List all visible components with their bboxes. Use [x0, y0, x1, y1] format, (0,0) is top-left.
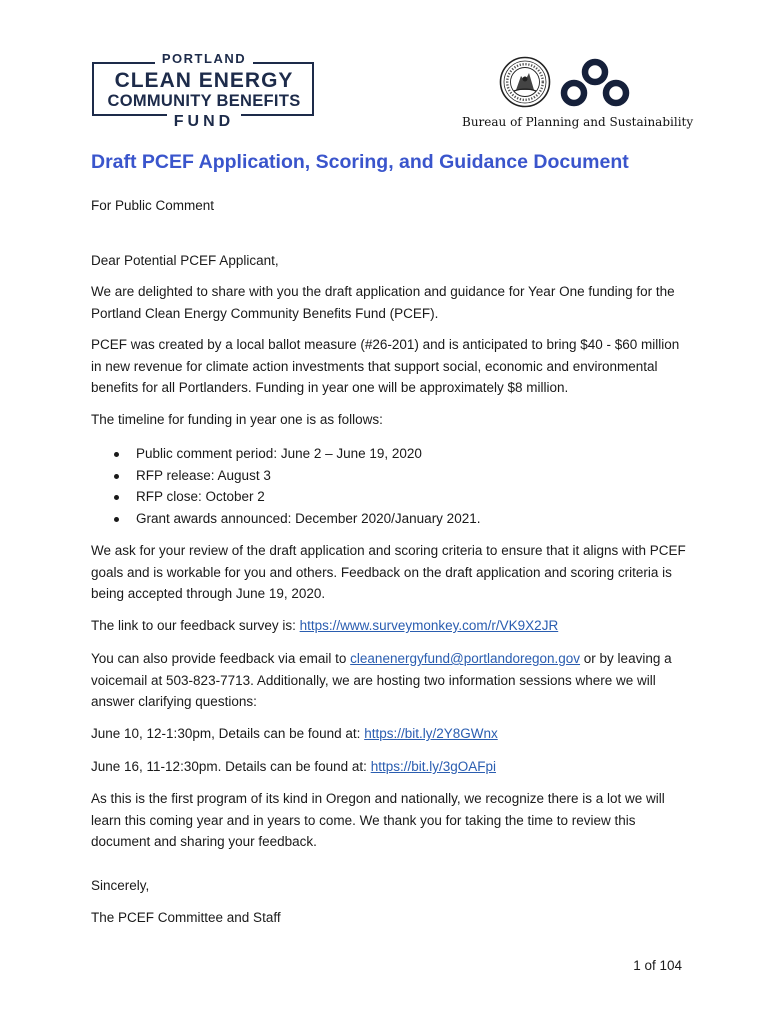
logo-line-community-benefits: COMMUNITY BENEFITS [107, 92, 301, 110]
survey-line [91, 615, 691, 637]
city-seal-icon [499, 56, 551, 108]
session-1-label: June 10, 12-1:30pm, Details can be found at: [91, 726, 365, 741]
paragraph-closing-remarks: As this is the first program of its kind in Oregon and nationally, we recognize there is a lot we will learn this coming year and in years to come. We thank you for taking the time to review this document and sharing your feedback. [91, 791, 665, 849]
list-item: Public comment period: June 2 – June 19, 2020 [91, 443, 691, 465]
signature: The PCEF Committee and Staff [91, 910, 281, 925]
pcef-logo [92, 52, 316, 130]
subtitle: For Public Comment [91, 198, 215, 213]
survey-link[interactable]: https://www.surveymonkey.com/r/VK9X2JR [299, 618, 559, 633]
paragraph-timeline-intro: The timeline for funding in year one is as follows: [91, 412, 383, 427]
session-1-line [91, 723, 691, 745]
paragraph-background: PCEF was created by a local ballot measure (#26-201) and is anticipated to bring $40 - $60 million in new revenue for climate action investments that support social, economic and environmental benefits for all Portlanders. Funding in year one will be approximately $8 million. [91, 337, 680, 395]
paragraph-feedback [91, 648, 691, 713]
list-item: Grant awards announced: December 2020/January 2021. [91, 508, 691, 530]
logo-line-portland: PORTLAND [155, 51, 253, 66]
survey-label: The link to our feedback survey is: [91, 618, 300, 633]
session-2-label: June 16, 11-12:30pm. Details can be found at: [91, 759, 371, 774]
feedback-suffix: or by leaving a voicemail at 503-823-7713. Additionally, we are hosting two information sessions where we will answer clarifying questions: [91, 651, 672, 709]
session-1-link[interactable]: https://bit.ly/2Y8GWnx [364, 726, 498, 741]
email-link[interactable]: cleanenergyfund@portlandoregon.gov [350, 651, 581, 666]
session-2-link[interactable]: https://bit.ly/3gOAFpi [370, 759, 496, 774]
list-item: RFP release: August 3 [91, 465, 691, 487]
bureau-logo-icon [558, 58, 632, 108]
logo-line-fund: FUND [167, 113, 241, 130]
session-2-line [91, 756, 691, 778]
salutation: Dear Potential PCEF Applicant, [91, 253, 279, 268]
feedback-prefix: You can also provide feedback via email to [91, 651, 351, 666]
closing: Sincerely, [91, 878, 150, 893]
timeline-list [91, 443, 691, 529]
list-item: RFP close: October 2 [91, 486, 691, 508]
paragraph-review-request: We ask for your review of the draft application and scoring criteria to ensure that it aligns with PCEF goals and is workable for you and others. Feedback on the draft application and scoring criteria is being accepted through June 19, 2020. [91, 543, 686, 601]
logo-line-clean-energy: CLEAN ENERGY [114, 69, 294, 92]
page-number: 1 of 104 [633, 958, 682, 973]
bureau-name: Bureau of Planning and Sustainability [462, 115, 694, 129]
document-title: Draft PCEF Application, Scoring, and Guidance Document [91, 151, 629, 173]
paragraph-intro: We are delighted to share with you the draft application and guidance for Year One funding for the Portland Clean Energy Community Benefits Fund (PCEF). [91, 284, 675, 321]
